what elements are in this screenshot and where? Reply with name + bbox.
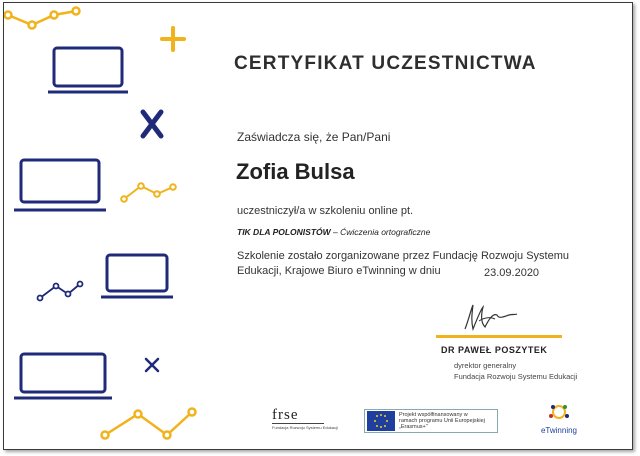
signer-organization: Fundacja Rozwoju Systemu Edukacji bbox=[454, 372, 578, 381]
organizer-line-2: Edukacji, Krajowe Biuro eTwinning w dniu bbox=[237, 265, 441, 277]
trend-line-icon bbox=[5, 8, 80, 29]
frse-logo bbox=[272, 407, 338, 430]
course-title bbox=[237, 227, 430, 237]
signature-image bbox=[459, 299, 519, 335]
etwinning-text: eTwinning bbox=[540, 426, 578, 435]
trend-line-icon bbox=[102, 409, 196, 439]
trend-line-icon bbox=[121, 183, 176, 202]
signer-name: DR PAWEŁ POSZYTEK bbox=[441, 345, 548, 355]
signature-line bbox=[436, 335, 562, 338]
laptop-icon bbox=[14, 160, 106, 210]
organizer-line-1: Szkolenie zostało zorganizowane przez Fundację Rozwoju Systemu bbox=[237, 250, 570, 262]
decorations bbox=[4, 3, 234, 451]
frse-logo-text: frse bbox=[272, 408, 324, 424]
course-title-bold: TIK DLA POLONISTÓW bbox=[237, 227, 331, 237]
etwinning-logo bbox=[529, 403, 589, 435]
training-date: 23.09.2020 bbox=[484, 267, 540, 279]
eu-line-2: ramach programu Unii Europejskiej bbox=[399, 418, 485, 424]
certificate-title: CERTYFIKAT UCZESTNICTWA bbox=[234, 53, 537, 74]
etwinning-star-icon bbox=[547, 403, 571, 423]
eu-cofunding-text bbox=[399, 412, 485, 430]
laptop-icon bbox=[14, 354, 112, 398]
trend-line-icon bbox=[38, 282, 83, 301]
laptop-icon bbox=[48, 48, 128, 92]
intro-text: Zaświadcza się, że Pan/Pani bbox=[237, 130, 391, 144]
x-icon bbox=[143, 112, 161, 136]
eu-line-1: Projekt współfinansowany w bbox=[399, 412, 468, 418]
plus-icon bbox=[162, 28, 184, 50]
recipient-name: Zofia Bulsa bbox=[236, 159, 355, 184]
eu-cofunding-logo bbox=[364, 409, 498, 433]
signer-role: dyrektor generalny bbox=[454, 361, 517, 370]
course-title-rest: – Ćwiczenia ortograficzne bbox=[330, 227, 431, 237]
participation-text: uczestniczył/a w szkoleniu online pt. bbox=[237, 205, 414, 217]
x-icon bbox=[146, 359, 158, 371]
laptop-icon bbox=[101, 255, 173, 297]
eu-flag-icon bbox=[367, 411, 395, 431]
frse-logo-caption: Fundacja Rozwoju Systemu Edukacji bbox=[272, 425, 338, 430]
eu-line-3: „Erasmus+" bbox=[399, 424, 428, 430]
certificate-frame bbox=[3, 2, 633, 450]
